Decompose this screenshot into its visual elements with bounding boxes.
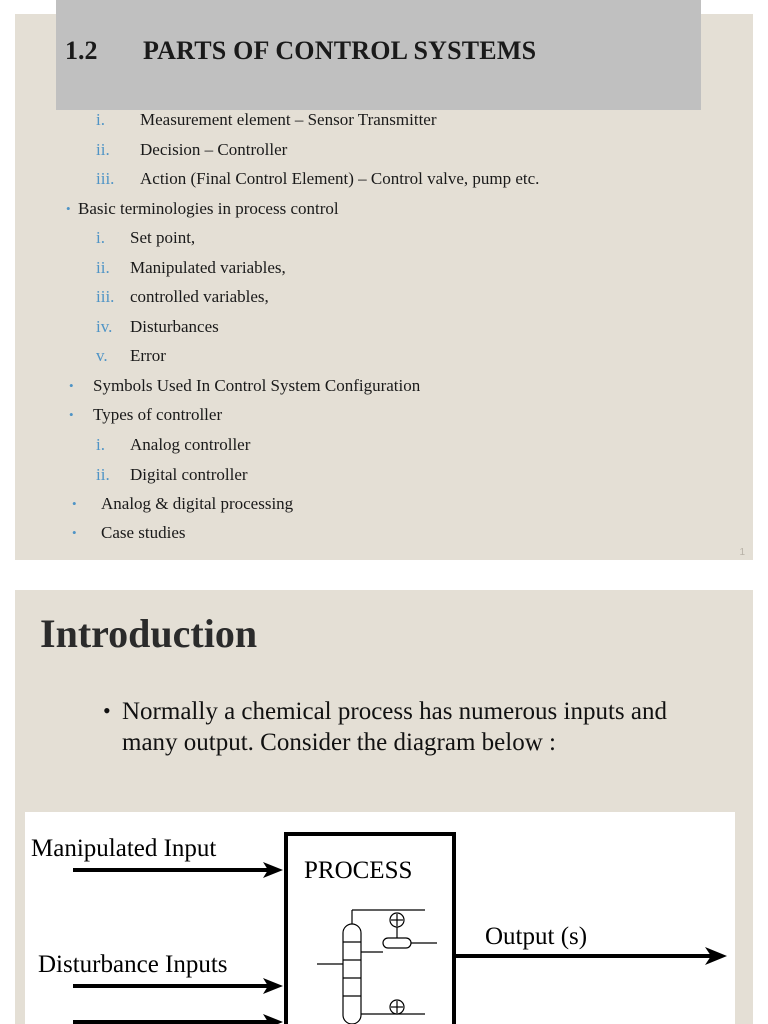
list-item: Disturbances <box>130 317 219 336</box>
section-number: 1.2 <box>65 36 98 65</box>
list-heading: Case studies <box>101 523 186 542</box>
process-diagram <box>25 812 735 1024</box>
bullet-icon: • <box>66 201 71 216</box>
list-heading: Symbols Used In Control System Configuration <box>93 376 421 395</box>
process-label: PROCESS <box>304 857 413 884</box>
list-item: Error <box>130 346 166 365</box>
list-item: controlled variables, <box>130 287 269 306</box>
list-marker: i. <box>96 228 105 247</box>
list-item: Action (Final Control Element) – Control valve, pump etc. <box>140 169 540 188</box>
list-marker: iii. <box>96 287 115 306</box>
section-title-bar <box>56 0 701 110</box>
disturbance-inputs-label: Disturbance Inputs <box>38 951 228 978</box>
page-number: 1 <box>739 547 745 558</box>
list-marker: ii. <box>96 140 110 159</box>
list-marker: iii. <box>96 169 115 188</box>
list-heading: Types of controller <box>93 405 223 424</box>
list-marker: iv. <box>96 317 113 336</box>
list-heading: Analog & digital processing <box>101 494 294 513</box>
list-marker: ii. <box>96 465 110 484</box>
list-item: Measurement element – Sensor Transmitter <box>140 110 437 129</box>
output-label: Output (s) <box>485 923 588 950</box>
bullet-icon: • <box>69 407 74 422</box>
manipulated-input-label: Manipulated Input <box>31 835 217 862</box>
slide-title: Introduction <box>40 611 258 656</box>
bullet-icon: • <box>69 378 74 393</box>
list-marker: ii. <box>96 258 110 277</box>
bullet-icon: • <box>103 698 111 723</box>
list-item: Decision – Controller <box>140 140 288 159</box>
bullet-icon: • <box>72 496 77 511</box>
bullet-icon: • <box>72 525 77 540</box>
list-heading: Basic terminologies in process control <box>78 199 339 218</box>
list-marker: i. <box>96 110 105 129</box>
list-item: Manipulated variables, <box>130 258 286 277</box>
list-item: Analog controller <box>130 435 251 454</box>
process-diagram-svg <box>25 812 735 1024</box>
intro-paragraph: Normally a chemical process has numerous inputs and many output. Consider the diagram below : <box>122 698 667 756</box>
section-title: PARTS OF CONTROL SYSTEMS <box>143 36 537 65</box>
list-item: Set point, <box>130 228 196 247</box>
slide-parts-of-control-systems <box>15 14 753 560</box>
list-marker: v. <box>96 346 108 365</box>
list-marker: i. <box>96 435 105 454</box>
slide-introduction <box>15 590 753 1024</box>
list-item: Digital controller <box>130 465 248 484</box>
